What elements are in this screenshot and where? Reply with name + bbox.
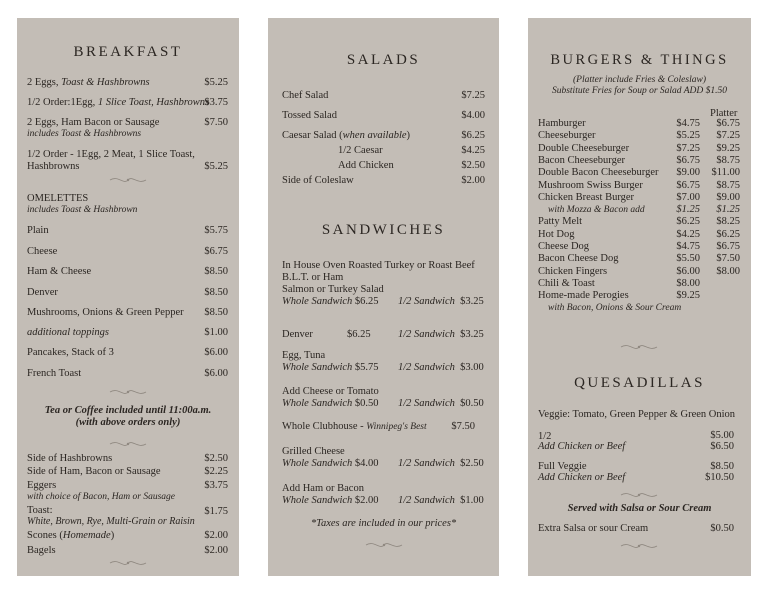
sandwich-line-3: Salmon or Turkey Salad <box>282 284 384 295</box>
burger-item-name: Home-made Perogies <box>538 290 629 302</box>
breakfast-item-1-price: $5.25 <box>204 77 228 88</box>
burger-item-name: Chicken Fingers <box>538 265 608 277</box>
tossed-salad-price: $4.00 <box>461 110 485 121</box>
quesadilla-add-2-price: $10.50 <box>705 472 734 483</box>
scones: Scones (Homemade) <box>27 530 115 541</box>
burger-item-platter-price: $6.75 <box>716 118 740 129</box>
tossed-salad: Tossed Salad <box>282 110 337 121</box>
half-caesar: 1/2 Caesar <box>338 145 383 156</box>
quesadilla-add-2: Add Chicken or Beef <box>538 472 626 483</box>
add-ham-half: 1/2 Sandwich $1.00 <box>398 495 484 506</box>
quesadilla-add-1-price: $6.50 <box>710 441 734 452</box>
quesadilla-full-price: $8.50 <box>710 461 734 472</box>
eggers: Eggers <box>27 480 57 491</box>
scones-price: $2.00 <box>204 530 228 541</box>
ornament-flourish <box>619 342 659 352</box>
denver-sandwich: Denver <box>282 329 313 340</box>
burger-item-platter-price: $11.00 <box>711 167 740 179</box>
omelette-ham-cheese-price: $8.50 <box>204 266 228 277</box>
salads-sandwiches-panel <box>268 18 499 576</box>
bagels: Bagels <box>27 545 56 556</box>
burgers-subtitle-line1: (Platter include Fries & Coleslaw) <box>573 75 706 85</box>
quesadillas-title: QUESADILLAS <box>574 375 705 391</box>
burger-item-platter-price: $8.25 <box>716 216 740 228</box>
burger-item-price: $6.00 <box>676 265 700 277</box>
add-chicken-price: $2.50 <box>461 160 485 171</box>
eggers-price: $3.75 <box>204 480 228 491</box>
ornament-flourish <box>108 439 148 449</box>
burger-item-name: Cheese Dog <box>538 241 590 252</box>
burger-item-name: Cheeseburger <box>538 130 596 142</box>
omelettes-heading: OMELETTES <box>27 193 89 204</box>
sandwich-line-2: B.L.T. or Ham <box>282 272 344 283</box>
toast-sub: White, Brown, Rye, Multi-Grain or Raisin <box>27 516 195 527</box>
burger-item-platter-price: $1.25 <box>716 204 740 216</box>
burger-item-name: Mushroom Swiss Burger <box>538 179 643 191</box>
burger-item-name: Double Bacon Cheeseburger <box>538 167 659 179</box>
side-ham-price: $2.25 <box>204 466 228 477</box>
omelette-denver: Denver <box>27 287 58 298</box>
egg-tuna: Egg, Tuna <box>282 350 326 361</box>
burger-item-platter-price: $8.75 <box>716 154 740 166</box>
toast-price: $1.75 <box>204 506 228 517</box>
coffee-note-line2: (with above orders only) <box>75 417 181 428</box>
sandwich-line-1: In House Oven Roasted Turkey or Roast Beef <box>282 260 475 271</box>
pancakes: Pancakes, Stack of 3 <box>27 347 114 358</box>
burger-item-name: Chicken Breast Burger <box>538 191 635 203</box>
extra-salsa-price: $0.50 <box>710 523 734 534</box>
breakfast-item-4-price: $5.25 <box>204 161 228 172</box>
breakfast-item-2: 1/2 Order:1Egg, 1 Slice Toast, Hashbrowns <box>27 97 210 108</box>
omelette-cheese-price: $6.75 <box>204 246 228 257</box>
side-ham: Side of Ham, Bacon or Sausage <box>27 466 161 477</box>
quesadilla-half-price: $5.00 <box>710 430 734 441</box>
sandwich-group1-half: 1/2 Sandwich $3.25 <box>398 296 484 307</box>
served-note: Served with Salsa or Sour Cream <box>567 503 712 514</box>
add-cheese-whole: Whole Sandwich $0.50 <box>282 398 379 409</box>
burger-item-name: Hot Dog <box>538 228 575 240</box>
ornament-flourish <box>108 558 148 568</box>
breakfast-item-4-line2: Hashbrowns <box>27 161 80 172</box>
quesadilla-half: 1/2 <box>538 431 552 442</box>
quesadilla-veggie: Veggie: Tomato, Green Pepper & Green Onion <box>538 409 736 420</box>
breakfast-item-3: 2 Eggs, Ham Bacon or Sausage <box>27 117 160 128</box>
breakfast-panel <box>17 18 239 576</box>
platter-header: Platter <box>710 108 738 119</box>
burger-item-price: $5.50 <box>676 253 700 265</box>
whole-clubhouse-price: $7.50 <box>451 421 475 432</box>
additional-toppings: additional toppings <box>27 327 109 338</box>
burger-item-name: with Mozza & Bacon add <box>548 205 645 216</box>
ornament-flourish <box>108 387 148 397</box>
breakfast-title: BREAKFAST <box>73 44 183 60</box>
sandwiches-title: SANDWICHES <box>321 222 446 238</box>
burger-item-price: $5.25 <box>676 130 700 142</box>
breakfast-item-2-price: $3.75 <box>204 97 228 108</box>
burger-item-price: $9.25 <box>676 290 700 302</box>
toast: Toast: <box>27 505 53 516</box>
burger-item-price: $7.00 <box>676 191 700 203</box>
pancakes-price: $6.00 <box>204 347 228 358</box>
coffee-note-line1: Tea or Coffee included until 11:00a.m. <box>44 405 212 416</box>
burger-item-price: $4.75 <box>676 118 700 129</box>
denver-whole-price: $6.25 <box>347 329 371 340</box>
burger-item-price: $7.25 <box>676 142 700 154</box>
burger-item-platter-price: $6.75 <box>716 241 740 252</box>
coffee-note <box>17 405 239 429</box>
breakfast-item-1: 2 Eggs, Toast & Hashbrowns <box>27 77 150 88</box>
bagels-price: $2.00 <box>204 545 228 556</box>
additional-toppings-price: $1.00 <box>204 327 228 338</box>
french-toast-price: $6.00 <box>204 368 228 379</box>
burger-item-price: $1.25 <box>676 204 700 216</box>
chef-salad: Chef Salad <box>282 90 329 101</box>
grilled-cheese-whole: Whole Sandwich $4.00 <box>282 458 379 469</box>
add-cheese-half: 1/2 Sandwich $0.50 <box>398 398 484 409</box>
burger-item-price: $6.25 <box>676 216 700 228</box>
breakfast-item-4: 1/2 Order - 1Egg, 2 Meat, 1 Slice Toast, <box>27 149 195 160</box>
eggers-sub: with choice of Bacon, Ham or Sausage <box>27 492 176 502</box>
burger-item-platter-price: $8.00 <box>716 265 740 277</box>
burger-item-price: $8.00 <box>676 277 700 289</box>
side-hashbrowns: Side of Hashbrowns <box>27 453 113 464</box>
grilled-cheese: Grilled Cheese <box>282 446 345 457</box>
breakfast-item-3-sub: includes Toast & Hashbrowns <box>27 129 142 139</box>
grilled-cheese-half: 1/2 Sandwich $2.50 <box>398 458 484 469</box>
french-toast: French Toast <box>27 368 82 379</box>
burgers-title: BURGERS & THINGS <box>550 52 729 68</box>
omelette-plain-price: $5.75 <box>204 225 228 236</box>
side-hashbrowns-price: $2.50 <box>204 453 228 464</box>
burger-item-platter-price: $9.25 <box>716 142 740 154</box>
ornament-flourish <box>108 175 148 185</box>
burgers-subtitle-line2: Substitute Fries for Soup or Salad ADD $1.50 <box>551 86 728 96</box>
burger-item-name: Bacon Cheeseburger <box>538 154 625 166</box>
burger-item-platter-price: $9.00 <box>716 191 740 203</box>
burger-item-price: $6.75 <box>676 179 700 191</box>
ornament-flourish <box>619 541 659 551</box>
quesadilla-full: Full Veggie <box>538 461 587 472</box>
burger-item-platter-price: $7.50 <box>716 253 740 265</box>
omelettes-subheading: includes Toast & Hashbrown <box>27 205 138 215</box>
omelette-plain: Plain <box>27 225 49 236</box>
burgers-quesadillas-panel <box>528 18 751 576</box>
burger-item-price: $6.75 <box>676 154 700 166</box>
caesar-salad: Caesar Salad (when available) <box>282 130 411 141</box>
salads-title: SALADS <box>346 52 421 68</box>
burger-item-name: Chili & Toast <box>538 277 595 289</box>
burgers-subtitle <box>528 75 751 97</box>
ornament-flourish <box>619 490 659 500</box>
add-chicken: Add Chicken <box>338 160 394 171</box>
half-caesar-price: $4.25 <box>461 145 485 156</box>
sandwich-group1-whole: Whole Sandwich $6.25 <box>282 296 379 307</box>
omelette-ham-cheese: Ham & Cheese <box>27 266 92 277</box>
burger-item-name: Bacon Cheese Dog <box>538 253 619 265</box>
burger-item-price: $4.75 <box>676 241 700 252</box>
burger-item-price: $4.25 <box>676 228 700 240</box>
burger-item-platter-price: $6.25 <box>716 228 740 240</box>
burger-item-platter-price: $7.25 <box>716 130 740 142</box>
extra-salsa: Extra Salsa or sour Cream <box>538 523 649 534</box>
denver-half: 1/2 Sandwich $3.25 <box>398 329 484 340</box>
burger-item-name: Hamburger <box>538 118 586 129</box>
egg-tuna-half: 1/2 Sandwich $3.00 <box>398 362 484 373</box>
side-coleslaw: Side of Coleslaw <box>282 175 354 186</box>
omelette-mushroom-price: $8.50 <box>204 307 228 318</box>
omelette-cheese: Cheese <box>27 246 58 257</box>
omelette-denver-price: $8.50 <box>204 287 228 298</box>
add-cheese-tomato: Add Cheese or Tomato <box>282 386 379 397</box>
side-coleslaw-price: $2.00 <box>461 175 485 186</box>
taxes-note: *Taxes are included in our prices* <box>310 518 457 529</box>
quesadilla-add-1: Add Chicken or Beef <box>538 441 626 452</box>
caesar-salad-price: $6.25 <box>461 130 485 141</box>
perogies-sub: with Bacon, Onions & Sour Cream <box>548 303 682 313</box>
burger-item-name: Patty Melt <box>538 216 583 228</box>
omelette-mushroom: Mushrooms, Onions & Green Pepper <box>27 307 184 318</box>
breakfast-item-3-price: $7.50 <box>204 117 228 128</box>
add-ham-bacon: Add Ham or Bacon <box>282 483 364 494</box>
egg-tuna-whole: Whole Sandwich $5.75 <box>282 362 379 373</box>
burger-item-platter-price: $8.75 <box>716 179 740 191</box>
burger-item-price: $9.00 <box>676 167 700 179</box>
whole-clubhouse: Whole Clubhouse - Winnipeg's Best <box>282 421 427 432</box>
burger-item-name: Double Cheeseburger <box>538 142 630 154</box>
chef-salad-price: $7.25 <box>461 90 485 101</box>
add-ham-whole: Whole Sandwich $2.00 <box>282 495 379 506</box>
ornament-flourish <box>364 540 404 550</box>
